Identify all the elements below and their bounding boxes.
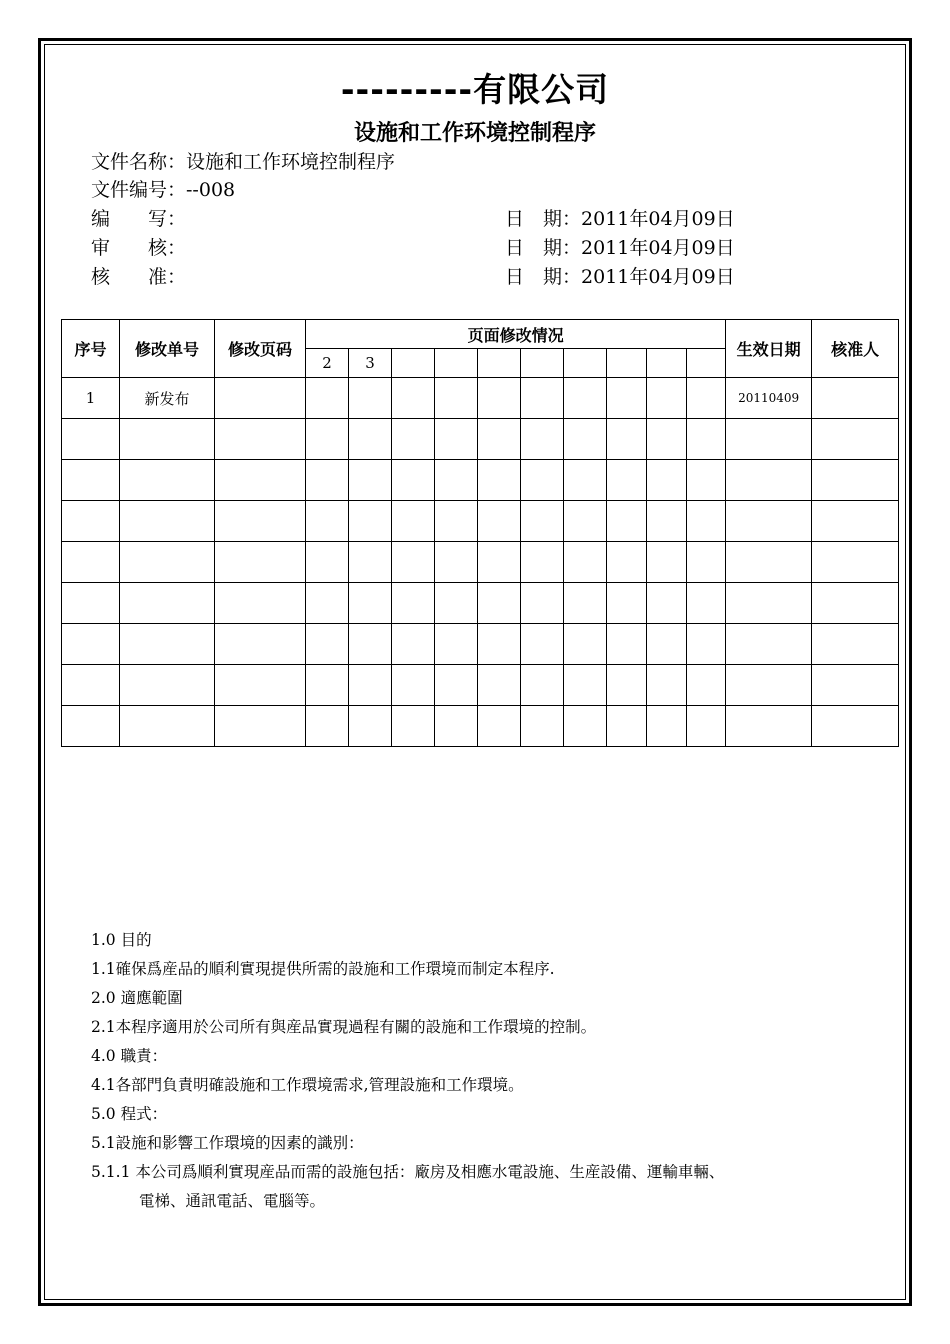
approver-cell	[812, 665, 899, 706]
page-change-cell	[435, 706, 478, 747]
page-change-cell	[392, 460, 435, 501]
page-number-cell	[564, 349, 607, 378]
page-change-cell	[647, 501, 687, 542]
seq-cell	[62, 419, 120, 460]
effective-date-cell	[726, 501, 812, 542]
approver-cell	[812, 419, 899, 460]
change-no-cell	[120, 460, 215, 501]
procedure-line: 2.0 適應範圍	[91, 989, 183, 1007]
page-change-cell	[687, 460, 726, 501]
date-label: 日 期：	[505, 237, 582, 259]
effective-date-cell	[726, 460, 812, 501]
change-page-cell	[215, 583, 306, 624]
procedure-line: 電梯、通訊電話、電腦等。	[139, 1192, 326, 1210]
page-change-cell	[687, 501, 726, 542]
approve-date: 2011年04月09日	[581, 266, 735, 288]
page-change-cell	[521, 378, 564, 419]
page-change-cell	[435, 665, 478, 706]
page-change-cell	[521, 419, 564, 460]
effective-date-cell	[726, 624, 812, 665]
file-no-label: 文件编号：	[91, 179, 187, 201]
write-date-line	[505, 205, 735, 233]
change-page-cell	[215, 665, 306, 706]
page-change-cell	[607, 583, 647, 624]
approver-cell	[812, 583, 899, 624]
page-change-cell	[521, 665, 564, 706]
page-change-cell	[435, 583, 478, 624]
page-change-cell	[306, 583, 349, 624]
page-change-cell	[564, 665, 607, 706]
page-change-cell	[521, 583, 564, 624]
page-change-cell	[687, 624, 726, 665]
page-change-cell	[647, 460, 687, 501]
approve-date-line	[505, 263, 735, 291]
company-name: ---------有限公司	[340, 70, 610, 109]
page-change-cell	[306, 542, 349, 583]
change-no-cell: 新发布	[120, 378, 215, 419]
page-change-cell	[306, 624, 349, 665]
file-name-value: 设施和工作环境控制程序	[186, 151, 396, 173]
page-change-cell	[392, 583, 435, 624]
page-change-cell	[349, 501, 392, 542]
effective-date-cell	[726, 583, 812, 624]
procedure-line: 1.1確保爲産品的順利實現提供所需的設施和工作環境而制定本程序.	[91, 960, 555, 978]
effective-date-cell	[726, 706, 812, 747]
page-change-cell	[647, 665, 687, 706]
page-change-cell	[435, 624, 478, 665]
change-no-cell	[120, 706, 215, 747]
seq-cell	[62, 542, 120, 583]
page-change-cell	[349, 460, 392, 501]
change-page-cell	[215, 501, 306, 542]
page-change-cell	[478, 665, 521, 706]
date-label: 日 期：	[505, 266, 582, 288]
change-page-cell	[215, 419, 306, 460]
seq-cell	[62, 665, 120, 706]
page-change-cell	[349, 419, 392, 460]
seq-cell	[62, 624, 120, 665]
file-name-line	[91, 148, 395, 176]
page-number-cell	[647, 349, 687, 378]
page-change-cell	[521, 624, 564, 665]
change-page-cell	[215, 460, 306, 501]
effective-date-cell: 20110409	[726, 378, 812, 419]
page-change-cell	[564, 583, 607, 624]
seq-cell	[62, 460, 120, 501]
table-row	[62, 501, 899, 542]
page-number-cell	[607, 349, 647, 378]
seq-cell	[62, 583, 120, 624]
approver-cell	[812, 624, 899, 665]
page-change-cell	[687, 542, 726, 583]
page-change-cell	[607, 460, 647, 501]
page-change-cell	[306, 665, 349, 706]
seq-cell	[62, 501, 120, 542]
page-number-cell	[392, 349, 435, 378]
table-row	[62, 378, 899, 419]
header-change-no: 修改单号	[120, 320, 215, 378]
page-change-cell	[306, 460, 349, 501]
page-change-cell	[687, 419, 726, 460]
page-change-cell	[478, 419, 521, 460]
change-page-cell	[215, 624, 306, 665]
page-change-cell	[607, 419, 647, 460]
change-page-cell	[215, 706, 306, 747]
page-change-cell	[647, 706, 687, 747]
page-change-cell	[349, 542, 392, 583]
reviewer-label: 审 核：	[91, 237, 187, 259]
change-no-cell	[120, 419, 215, 460]
table-row	[62, 460, 899, 501]
procedure-line: 4.1各部門負責明確設施和工作環境需求,管理設施和工作環境。	[91, 1076, 524, 1094]
seq-cell: 1	[62, 378, 120, 419]
effective-date-cell	[726, 419, 812, 460]
page-change-cell	[521, 542, 564, 583]
page-change-cell	[607, 501, 647, 542]
page-change-cell	[564, 501, 607, 542]
page-change-cell	[306, 378, 349, 419]
procedure-line: 2.1本程序適用於公司所有與産品實現過程有關的設施和工作環境的控制。	[91, 1018, 597, 1036]
page-change-cell	[306, 706, 349, 747]
date-label: 日 期：	[505, 208, 582, 230]
page-change-cell	[392, 624, 435, 665]
file-no-line	[91, 176, 235, 204]
file-name-label: 文件名称：	[91, 151, 187, 173]
page-change-cell	[349, 583, 392, 624]
table-row	[62, 665, 899, 706]
page-change-cell	[521, 706, 564, 747]
page-change-cell	[392, 419, 435, 460]
page-change-cell	[521, 460, 564, 501]
page-change-cell	[564, 706, 607, 747]
procedure-line: 5.0 程式：	[91, 1105, 168, 1123]
page-change-cell	[349, 665, 392, 706]
review-date-line	[505, 234, 735, 262]
approver-label: 核 准：	[91, 266, 187, 288]
revision-table	[61, 319, 899, 747]
change-no-cell	[120, 542, 215, 583]
file-no-value: --008	[186, 179, 236, 201]
page-number-cell: 3	[349, 349, 392, 378]
page-change-cell	[687, 583, 726, 624]
page-change-cell	[392, 665, 435, 706]
page-change-cell	[647, 583, 687, 624]
page-change-cell	[478, 378, 521, 419]
page-change-cell	[392, 542, 435, 583]
page-change-cell	[564, 624, 607, 665]
page-change-cell	[392, 378, 435, 419]
page-change-cell	[478, 460, 521, 501]
procedure-text	[91, 926, 891, 1216]
header-change-page: 修改页码	[215, 320, 306, 378]
page-change-cell	[564, 460, 607, 501]
procedure-line: 5.1.1 本公司爲順利實現産品而需的設施包括：廠房及相應水電設施、生産設備、運輸車輛、	[91, 1163, 725, 1181]
table-row	[62, 706, 899, 747]
header-effective-date: 生效日期	[726, 320, 812, 378]
revision-table-body	[62, 378, 899, 747]
review-date: 2011年04月09日	[581, 237, 735, 259]
page-change-cell	[392, 501, 435, 542]
page-number-cell	[435, 349, 478, 378]
page-change-cell	[647, 378, 687, 419]
page-change-cell	[607, 378, 647, 419]
page-change-cell	[478, 501, 521, 542]
page-change-cell	[607, 665, 647, 706]
header-page-changes: 页面修改情况	[306, 320, 726, 349]
page-change-cell	[647, 419, 687, 460]
page-change-cell	[521, 501, 564, 542]
approver-cell	[812, 501, 899, 542]
write-date: 2011年04月09日	[581, 208, 735, 230]
page-change-cell	[647, 624, 687, 665]
page-change-cell	[647, 542, 687, 583]
page-change-cell	[564, 419, 607, 460]
table-row	[62, 542, 899, 583]
change-no-cell	[120, 665, 215, 706]
effective-date-cell	[726, 542, 812, 583]
header-approver: 核准人	[812, 320, 899, 378]
effective-date-cell	[726, 665, 812, 706]
table-row	[62, 624, 899, 665]
page-change-cell	[435, 501, 478, 542]
page-change-cell	[564, 378, 607, 419]
seq-cell	[62, 706, 120, 747]
page-change-cell	[349, 378, 392, 419]
change-no-cell	[120, 624, 215, 665]
change-page-cell	[215, 542, 306, 583]
table-row	[62, 583, 899, 624]
page-change-cell	[478, 624, 521, 665]
page-change-cell	[306, 501, 349, 542]
approver-cell	[812, 378, 899, 419]
page-change-cell	[435, 460, 478, 501]
approver-cell	[812, 542, 899, 583]
procedure-line: 5.1設施和影響工作環境的因素的識別：	[91, 1134, 364, 1152]
page-change-cell	[478, 542, 521, 583]
writer-label: 编 写：	[91, 208, 187, 230]
page-change-cell	[607, 624, 647, 665]
page-change-cell	[306, 419, 349, 460]
page-change-cell	[607, 706, 647, 747]
page-change-cell	[349, 624, 392, 665]
page-change-cell	[435, 419, 478, 460]
page-number-cell: 2	[306, 349, 349, 378]
page-change-cell	[478, 583, 521, 624]
change-no-cell	[120, 501, 215, 542]
page-number-cell	[478, 349, 521, 378]
page-change-cell	[478, 706, 521, 747]
page-change-cell	[607, 542, 647, 583]
header-seq: 序号	[62, 320, 120, 378]
page-change-cell	[435, 378, 478, 419]
procedure-line: 1.0 目的	[91, 931, 152, 949]
page-change-cell	[687, 665, 726, 706]
procedure-line: 4.0 職責：	[91, 1047, 168, 1065]
page-number-cell	[521, 349, 564, 378]
document-title: 设施和工作环境控制程序	[353, 121, 596, 146]
page-change-cell	[349, 706, 392, 747]
change-no-cell	[120, 583, 215, 624]
page-number-cell	[687, 349, 726, 378]
page-change-cell	[564, 542, 607, 583]
page-change-cell	[435, 542, 478, 583]
table-row	[62, 419, 899, 460]
page-change-cell	[687, 706, 726, 747]
page-change-cell	[687, 378, 726, 419]
page-change-cell	[392, 706, 435, 747]
change-page-cell	[215, 378, 306, 419]
approver-cell	[812, 460, 899, 501]
approver-cell	[812, 706, 899, 747]
